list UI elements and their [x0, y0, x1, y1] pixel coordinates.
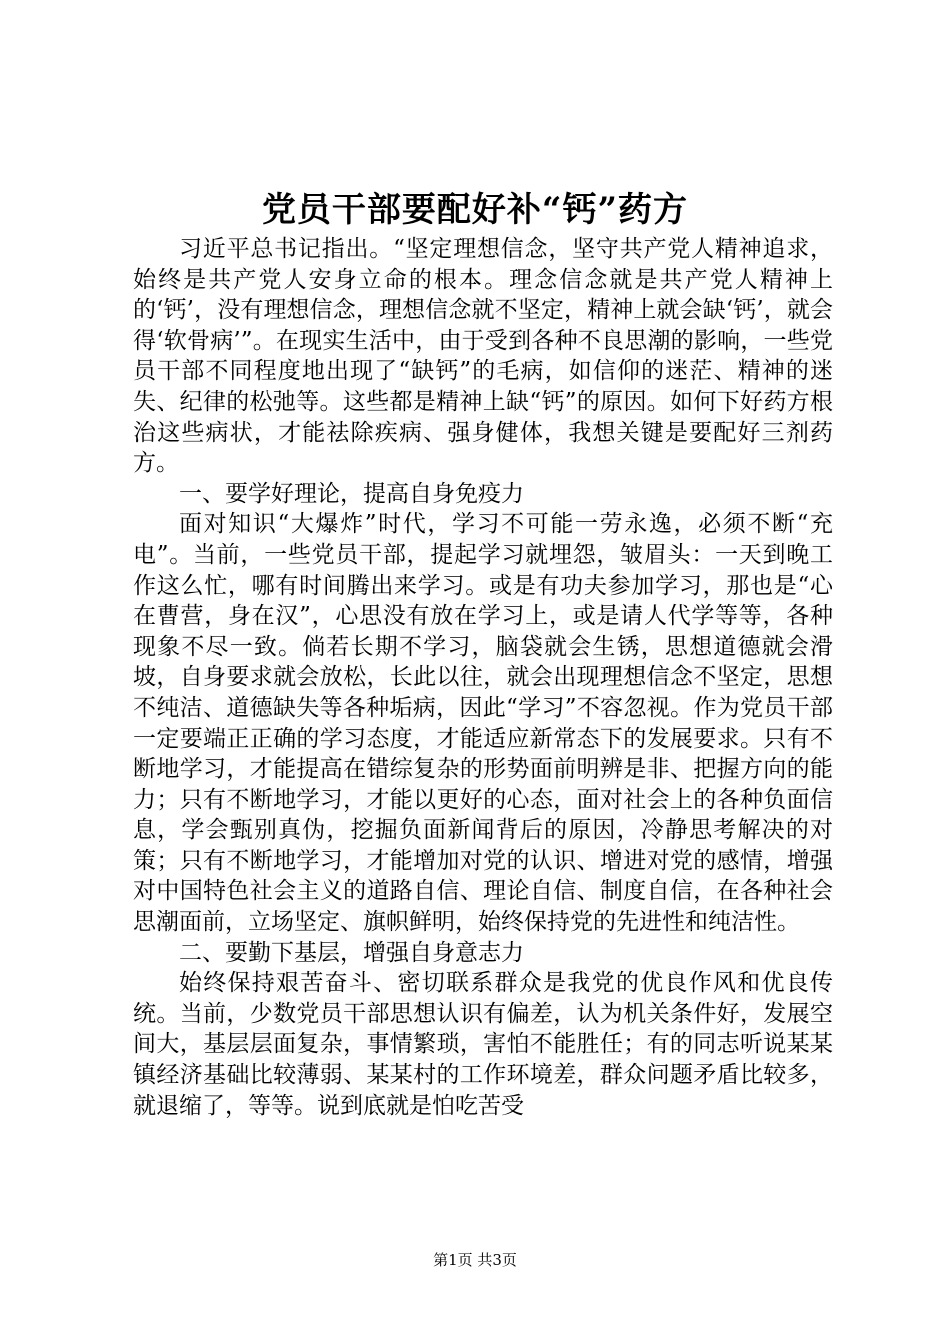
paragraph-intro: 习近平总书记指出。“坚定理想信念，坚守共产党人精神追求，始终是共产党人安身立命的根本。理念信念就是共产党人精神上的‘钙’，没有理想信念，理想信念就不坚定，精神上就会缺‘钙’，就会得‘软骨病’”。在现实生活中，由于受到各种不良思潮的影响，一些党员干部不同程度地出现了“缺钙”的毛病，如信仰的迷茫、精神的迷失、纪律的松弛等。这些都是精神上缺“钙”的原因。如何下好药方根治这些病状，才能祛除疾病、强身健体，我想关键是要配好三剂药方。 [133, 236, 833, 477]
document-body [133, 234, 833, 1121]
section-heading-1: 一、要学好理论，提高自身免疫力 [179, 480, 524, 507]
section-heading-2: 二、要勤下基层，增强自身意志力 [179, 939, 524, 966]
paragraph-section-1: 面对知识“大爆炸”时代，学习不可能一劳永逸，必须不断“充电”。当前，一些党员干部，提起学习就埋怨，皱眉头：一天到晚工作这么忙，哪有时间腾出来学习。或是有功夫参加学习，那也是“心在曹营，身在汉”，心思没有放在学习上，或是请人代学等等，各种现象不尽一致。倘若长期不学习，脑袋就会生锈，思想道德就会滑坡，自身要求就会放松，长此以往，就会出现理想信念不坚定，思想不纯洁、道德缺失等各种垢病，因此“学习”不容忽视。作为党员干部一定要端正正确的学习态度，才能适应新常态下的发展要求。只有不断地学习，才能提高在错综复杂的形势面前明辨是非、把握方向的能力；只有不断地学习，才能以更好的心态，面对社会上的各种负面信息，学会甄别真伪，挖掘负面新闻背后的原因，冷静思考解决的对策；只有不断地学习，才能增加对党的认识、增进对党的感情，增强对中国特色社会主义的道路自信、理论自信、制度自信，在各种社会思潮面前，立场坚定、旗帜鲜明，始终保持党的先进性和纯洁性。 [133, 511, 833, 936]
paragraph-section-2: 始终保持艰苦奋斗、密切联系群众是我党的优良作风和优良传统。当前，少数党员干部思想认识有偏差，认为机关条件好，发展空间大，基层层面复杂，事情繁琐，害怕不能胜任；有的同志听说某某镇经济基础比较薄弱、某某村的工作环境差，群众问题矛盾比较多，就退缩了，等等。说到底就是怕吃苦受 [133, 970, 833, 1119]
document-title: 党员干部要配好补“钙”药方 [261, 190, 689, 230]
page-footer: 第1页 共3页 [433, 1251, 517, 1269]
